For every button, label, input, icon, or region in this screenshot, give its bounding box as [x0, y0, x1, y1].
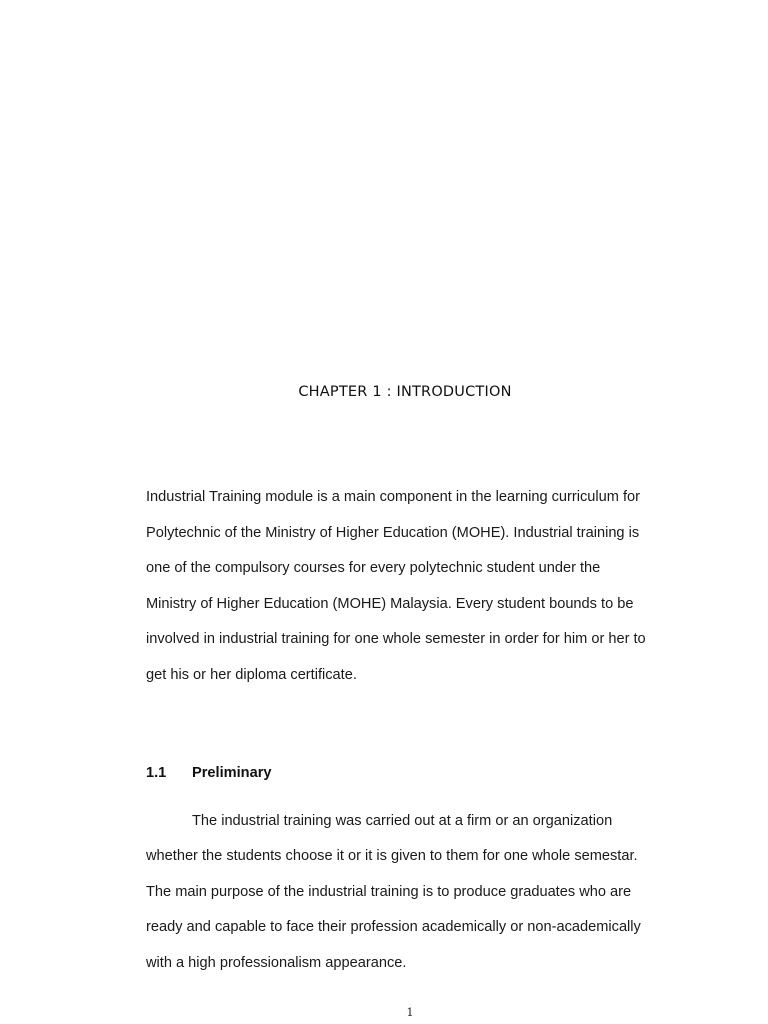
paragraph-line: ready and capable to face their profession academically or non-academically [146, 919, 641, 935]
paragraph-line: involved in industrial training for one whole semester in order for him or her to [146, 631, 646, 647]
paragraph-line: get his or her diploma certificate. [146, 667, 357, 683]
section-heading [146, 765, 272, 781]
paragraph-line: Ministry of Higher Education (MOHE) Malaysia. Every student bounds to be [146, 596, 634, 612]
chapter-title: CHAPTER 1 : INTRODUCTION [298, 384, 512, 400]
paragraph-line: Industrial Training module is a main component in the learning curriculum for [146, 489, 640, 505]
paragraph-line: whether the students choose it or it is given to them for one whole semestar. [146, 848, 638, 864]
paragraph-line: The industrial training was carried out at a firm or an organization [192, 813, 613, 829]
paragraph-line: with a high professionalism appearance. [146, 955, 407, 971]
paragraph-line: one of the compulsory courses for every polytechnic student under the [146, 560, 601, 576]
paragraph-line: Polytechnic of the Ministry of Higher Education (MOHE). Industrial training is [146, 525, 640, 541]
section-title: Preliminary [192, 765, 272, 781]
section-number: 1.1 [146, 765, 167, 781]
page-number: 1 [406, 1006, 414, 1019]
paragraph-line: The main purpose of the industrial training is to produce graduates who are [146, 884, 632, 900]
